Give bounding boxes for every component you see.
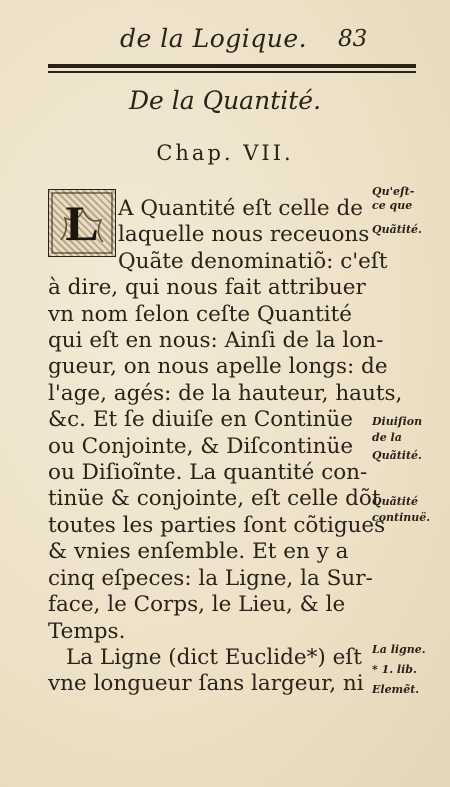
text-line: La Ligne (dict Euclide*) eſt xyxy=(66,644,362,670)
text-line: l'age, agés: de la hauteur, hauts, xyxy=(48,380,403,406)
text-line: ou Conjointe, & Diſcontinüe xyxy=(48,433,354,459)
margin-note: Quãtité xyxy=(372,495,419,508)
margin-note: Quãtité. xyxy=(372,449,422,462)
margin-note: La ligne. xyxy=(372,643,426,656)
text-line: A Quantité eſt celle de xyxy=(118,196,363,221)
text-line: &c. Et ſe diuiſe en Continüe xyxy=(48,407,353,433)
header-rule-thin xyxy=(48,71,416,73)
svg-text:L: L xyxy=(65,195,99,251)
margin-note: Quãtité. xyxy=(372,223,422,236)
text-line: Quãte denominatiõ: c'eſt xyxy=(118,248,388,274)
text-line: qui eſt en nous: Ainſi de la lon- xyxy=(48,328,384,354)
section-title: De la Quantité. xyxy=(128,86,322,115)
text-line: à dire, qui nous fait attribuer xyxy=(48,275,366,301)
text-line: vn nom ſelon ceſte Quantité xyxy=(48,301,352,327)
text-line: gueur, on nous apelle longs: de xyxy=(48,354,388,380)
margin-note: Qu'eſt- xyxy=(372,185,415,198)
margin-note: Elemẽt. xyxy=(372,683,420,696)
text-line: vne longueur ſans largeur, ni xyxy=(48,671,364,697)
text-line: laquelle nous receuons xyxy=(118,222,370,248)
chapter-heading: Chap. VII. xyxy=(156,141,294,165)
text-line: ou Diſioĩnte. La quantité con- xyxy=(48,460,368,486)
margin-note: Diuiſion xyxy=(372,415,423,428)
margin-note: ce que xyxy=(372,199,413,212)
header-rule-thick xyxy=(48,64,416,68)
page-number: 83 xyxy=(338,26,368,52)
margin-note: de la xyxy=(372,431,402,444)
text-line: Temps. xyxy=(48,618,126,644)
text-line: tinüe & conjointe, eſt celle dõt xyxy=(48,486,381,512)
margin-note: continuë. xyxy=(372,511,431,524)
margin-note: * 1. lib. xyxy=(372,663,417,676)
text-line: cinq eſpeces: la Ligne, la Sur- xyxy=(48,565,373,591)
running-title: de la Logique. xyxy=(120,24,308,53)
text-line: & vnies enſemble. Et en y a xyxy=(48,539,349,565)
text-line: face, le Corps, le Lieu, & le xyxy=(48,592,346,618)
text-line: toutes les parties ſont cõtigues xyxy=(48,512,386,538)
